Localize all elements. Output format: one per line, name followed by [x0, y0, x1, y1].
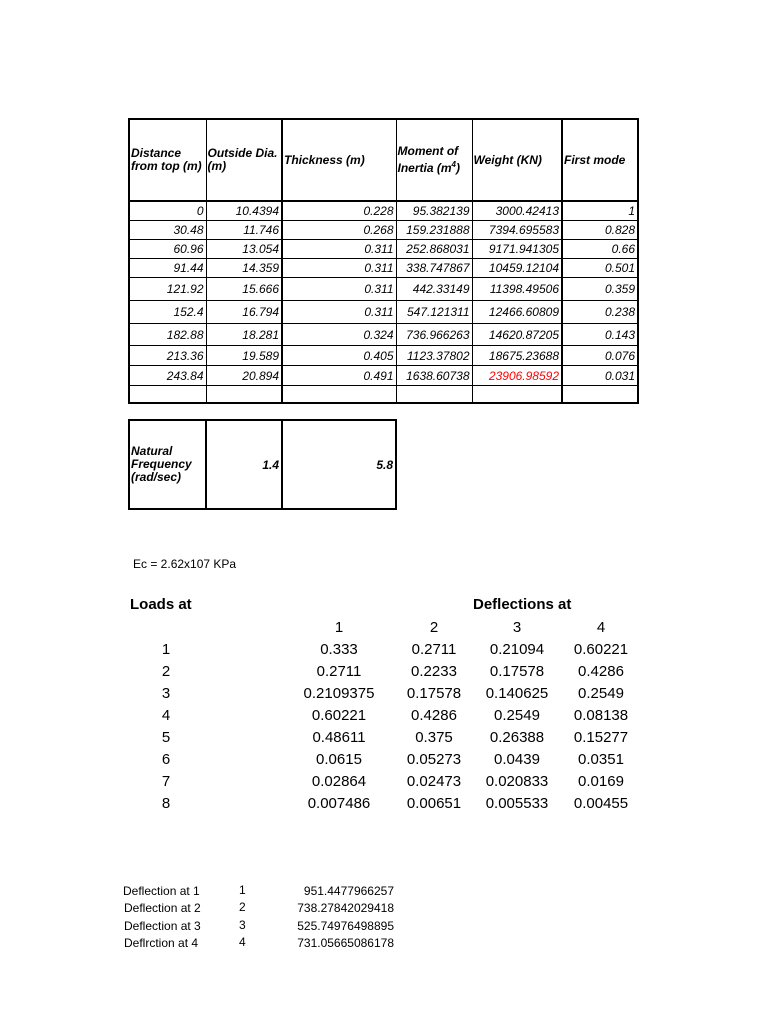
cell-empty[interactable] — [472, 386, 562, 404]
header-outside-dia[interactable]: Outside Dia. (m) — [206, 119, 282, 201]
deflection-value[interactable]: 0.4286 — [411, 707, 457, 724]
cell-distance[interactable]: 152.4 — [129, 301, 206, 324]
frequency-value-2[interactable]: 5.8 — [282, 420, 396, 509]
deflection-value[interactable]: 0.2233 — [411, 663, 457, 680]
tower-properties-table — [128, 118, 639, 404]
cell-distance[interactable]: 30.48 — [129, 221, 206, 240]
cell-first-mode[interactable]: 0.143 — [562, 324, 638, 346]
table-row — [129, 221, 638, 240]
cell-thickness[interactable]: 0.268 — [282, 221, 396, 240]
deflections-title[interactable]: Deflections at — [473, 596, 572, 613]
table-row — [129, 366, 638, 386]
cell-distance[interactable]: 121.92 — [129, 278, 206, 301]
header-weight[interactable]: Weight (KN) — [472, 119, 562, 201]
cell-moment-of-inertia[interactable]: 159.231888 — [396, 221, 472, 240]
frequency-row — [129, 420, 396, 509]
deflection-value[interactable]: 0.60221 — [573, 641, 629, 658]
cell-distance[interactable]: 213.36 — [129, 346, 206, 366]
header-thickness[interactable]: Thickness (m) — [282, 119, 396, 201]
cell-moment-of-inertia[interactable]: 442.33149 — [396, 278, 472, 301]
cell-weight[interactable]: 12466.60809 — [472, 301, 562, 324]
cell-first-mode[interactable]: 0.359 — [562, 278, 638, 301]
deflection-value[interactable]: 0.005533 — [485, 795, 549, 812]
cell-outside-dia[interactable]: 20.894 — [206, 366, 282, 386]
deflection-value[interactable]: 0.375 — [415, 729, 453, 746]
deflection-value[interactable]: 0.02864 — [311, 773, 367, 790]
deflection-value[interactable]: 0.48611 — [312, 729, 366, 746]
deflection-value[interactable]: 0.21094 — [489, 641, 545, 658]
summary-label[interactable]: Deflection at 3 — [124, 919, 201, 933]
deflection-value[interactable]: 0.26388 — [489, 729, 545, 746]
cell-empty[interactable] — [282, 386, 396, 404]
load-label[interactable]: 8 — [161, 795, 171, 812]
cell-distance[interactable]: 182.88 — [129, 324, 206, 346]
deflection-column-header[interactable]: 4 — [596, 619, 606, 636]
cell-weight[interactable]: 14620.87205 — [472, 324, 562, 346]
deflection-value[interactable]: 0.0351 — [578, 751, 624, 768]
load-label[interactable]: 6 — [161, 751, 171, 768]
deflection-value[interactable]: 0.2109375 — [303, 685, 375, 702]
header-inertia-sup: 4 — [451, 160, 456, 169]
cell-thickness[interactable]: 0.311 — [282, 240, 396, 259]
cell-thickness[interactable]: 0.324 — [282, 324, 396, 346]
table-row — [129, 259, 638, 278]
load-label[interactable]: 3 — [161, 685, 171, 702]
cell-first-mode[interactable]: 1 — [562, 201, 638, 221]
cell-outside-dia[interactable]: 13.054 — [206, 240, 282, 259]
deflection-value[interactable]: 0.00455 — [573, 795, 629, 812]
cell-moment-of-inertia[interactable]: 338.747867 — [396, 259, 472, 278]
cell-first-mode[interactable]: 0.501 — [562, 259, 638, 278]
cell-moment-of-inertia[interactable]: 1123.37802 — [396, 346, 472, 366]
deflection-value[interactable]: 0.05273 — [406, 751, 462, 768]
deflection-value[interactable]: 0.333 — [320, 641, 358, 658]
cell-distance[interactable]: 0 — [129, 201, 206, 221]
cell-outside-dia[interactable]: 11.746 — [206, 221, 282, 240]
cell-first-mode[interactable]: 0.828 — [562, 221, 638, 240]
cell-weight[interactable]: 9171.941305 — [472, 240, 562, 259]
table-row — [129, 278, 638, 301]
summary-value[interactable]: 951.4477966257 — [303, 884, 394, 898]
deflection-value[interactable]: 0.60221 — [311, 707, 367, 724]
deflection-value[interactable]: 0.15277 — [573, 729, 629, 746]
cell-empty[interactable] — [129, 386, 206, 404]
cell-empty[interactable] — [562, 386, 638, 404]
load-label[interactable]: 7 — [161, 773, 171, 790]
cell-distance[interactable]: 243.84 — [129, 366, 206, 386]
cell-first-mode[interactable]: 0.076 — [562, 346, 638, 366]
cell-thickness[interactable]: 0.311 — [282, 301, 396, 324]
cell-moment-of-inertia[interactable]: 1638.60738 — [396, 366, 472, 386]
deflection-value[interactable]: 0.2711 — [411, 641, 457, 658]
natural-frequency-table — [128, 419, 397, 510]
summary-label[interactable]: Deflection at 1 — [123, 884, 200, 898]
header-distance[interactable]: Distance from top (m) — [129, 119, 206, 201]
deflection-value[interactable]: 0.020833 — [485, 773, 549, 790]
cell-empty[interactable] — [206, 386, 282, 404]
cell-distance[interactable]: 91.44 — [129, 259, 206, 278]
table-header-row — [129, 119, 638, 201]
cell-distance[interactable]: 60.96 — [129, 240, 206, 259]
summary-value[interactable]: 525.74976498895 — [297, 919, 394, 933]
deflection-value[interactable]: 0.0615 — [316, 751, 362, 768]
deflection-value[interactable]: 0.0169 — [578, 773, 624, 790]
cell-weight[interactable]: 10459.12104 — [472, 259, 562, 278]
deflection-value[interactable]: 0.02473 — [406, 773, 462, 790]
deflection-value[interactable]: 0.4286 — [578, 663, 624, 680]
deflection-column-header[interactable]: 1 — [334, 619, 344, 636]
deflection-value[interactable]: 0.140625 — [485, 685, 549, 702]
summary-label[interactable]: Deflrction at 4 — [124, 936, 199, 950]
deflection-column-header[interactable]: 2 — [429, 619, 439, 636]
summary-value[interactable]: 738.27842029418 — [297, 901, 394, 915]
deflection-value[interactable]: 0.08138 — [573, 707, 629, 724]
table-row — [129, 201, 638, 221]
deflection-value[interactable]: 0.17578 — [406, 685, 462, 702]
header-first-mode[interactable]: First mode — [562, 119, 638, 201]
load-label[interactable]: 5 — [161, 729, 171, 746]
deflection-value[interactable]: 0.007486 — [307, 795, 371, 812]
cell-first-mode[interactable]: 0.238 — [562, 301, 638, 324]
frequency-label[interactable]: Natural Frequency (rad/sec) — [129, 420, 206, 509]
deflection-value[interactable]: 0.2549 — [494, 707, 540, 724]
cell-outside-dia[interactable]: 19.589 — [206, 346, 282, 366]
cell-outside-dia[interactable]: 18.281 — [206, 324, 282, 346]
loads-title[interactable]: Loads at — [130, 596, 192, 613]
load-label[interactable]: 4 — [161, 707, 171, 724]
table-row — [129, 324, 638, 346]
cell-moment-of-inertia[interactable]: 547.121311 — [396, 301, 472, 324]
cell-first-mode[interactable]: 0.031 — [562, 366, 638, 386]
table-row — [129, 240, 638, 259]
deflection-value[interactable]: 0.00651 — [406, 795, 462, 812]
cell-thickness[interactable]: 0.311 — [282, 278, 396, 301]
header-inertia-text: Moment of Inertia (m — [397, 144, 459, 175]
cell-outside-dia[interactable]: 14.359 — [206, 259, 282, 278]
cell-weight[interactable]: 18675.23688 — [472, 346, 562, 366]
cell-moment-of-inertia[interactable]: 95.382139 — [396, 201, 472, 221]
cell-moment-of-inertia[interactable]: 736.966263 — [396, 324, 472, 346]
cell-outside-dia[interactable]: 15.666 — [206, 278, 282, 301]
cell-weight[interactable]: 11398.49506 — [472, 278, 562, 301]
cell-weight[interactable]: 7394.695583 — [472, 221, 562, 240]
tower-table-body — [129, 201, 638, 403]
modulus-note[interactable]: Ec = 2.62x107 KPa — [133, 557, 237, 571]
table-row — [129, 301, 638, 324]
cell-thickness[interactable]: 0.311 — [282, 259, 396, 278]
deflection-value[interactable]: 0.0439 — [494, 751, 540, 768]
summary-value[interactable]: 731.05665086178 — [297, 936, 394, 950]
cell-weight[interactable]: 3000.42413 — [472, 201, 562, 221]
summary-index[interactable]: 3 — [239, 918, 246, 932]
frequency-value-1[interactable]: 1.4 — [206, 420, 282, 509]
deflection-value[interactable]: 0.17578 — [489, 663, 545, 680]
cell-thickness[interactable]: 0.491 — [282, 366, 396, 386]
deflection-column-header[interactable]: 3 — [512, 619, 522, 636]
deflection-value[interactable]: 0.2711 — [316, 663, 362, 680]
header-inertia-close: ) — [455, 161, 460, 175]
cell-thickness[interactable]: 0.228 — [282, 201, 396, 221]
cell-outside-dia[interactable]: 16.794 — [206, 301, 282, 324]
summary-index[interactable]: 1 — [239, 883, 246, 897]
cell-thickness[interactable]: 0.405 — [282, 346, 396, 366]
load-label[interactable]: 2 — [161, 663, 171, 680]
summary-index[interactable]: 4 — [239, 935, 246, 949]
cell-outside-dia[interactable]: 10.4394 — [206, 201, 282, 221]
header-moment-of-inertia[interactable] — [396, 119, 472, 201]
summary-label[interactable]: Deflection at 2 — [124, 901, 201, 915]
table-row-empty — [129, 386, 638, 404]
cell-empty[interactable] — [396, 386, 472, 404]
cell-weight[interactable]: 23906.98592 — [472, 366, 562, 386]
cell-first-mode[interactable]: 0.66 — [562, 240, 638, 259]
table-row — [129, 346, 638, 366]
deflection-value[interactable]: 0.2549 — [578, 685, 624, 702]
load-label[interactable]: 1 — [161, 641, 171, 658]
cell-moment-of-inertia[interactable]: 252.868031 — [396, 240, 472, 259]
summary-index[interactable]: 2 — [239, 900, 246, 914]
